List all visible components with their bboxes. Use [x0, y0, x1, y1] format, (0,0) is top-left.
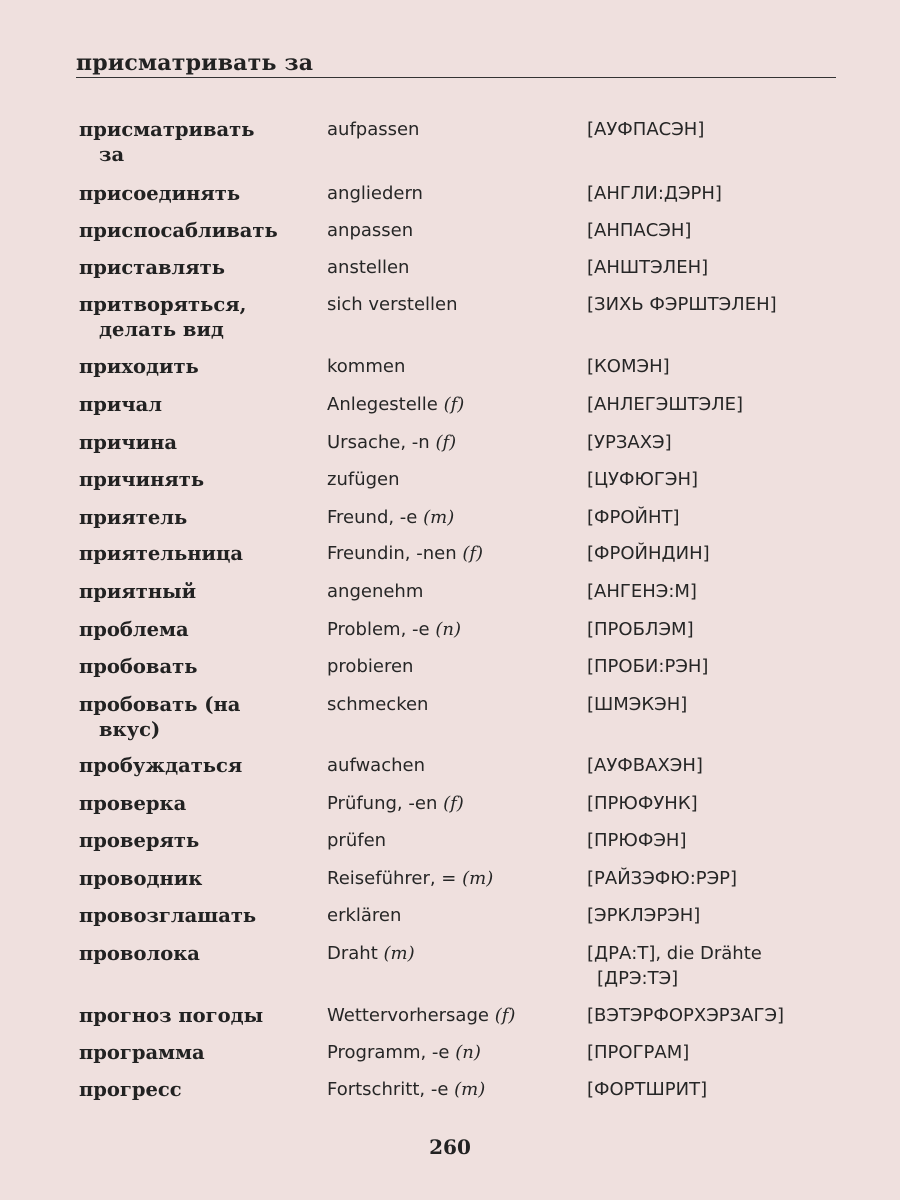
entry-german	[327, 866, 582, 891]
entry-transcription-line: [ВЭТЭРФОРХЭРЗАГЭ]	[587, 1005, 785, 1026]
entry-russian	[79, 1040, 314, 1065]
entry-transcription-line: [ЦУФЮГЭН]	[587, 469, 698, 490]
entry-russian-line: причинять	[79, 468, 205, 491]
entry-russian	[79, 617, 314, 642]
entry-transcription-line: [АНГЛИ:ДЭРН]	[587, 183, 722, 204]
entry-german-word: Draht	[327, 943, 378, 964]
entry-transcription	[587, 753, 847, 778]
entry-german-word: zufügen	[327, 469, 400, 490]
entry-transcription	[587, 1003, 847, 1028]
entry-russian	[79, 654, 314, 679]
entry-transcription-line: [ДРА:Т], die Drähte	[587, 943, 762, 964]
entry-german-word: Prüfung, -en	[327, 793, 438, 814]
entry-russian-line: проблема	[79, 618, 189, 641]
entry-transcription	[587, 467, 847, 492]
entry-russian-line: пробуждаться	[79, 754, 243, 777]
entry-russian	[79, 903, 314, 928]
entry-transcription	[587, 430, 847, 455]
entry-german	[327, 430, 582, 455]
entry-gender: (n)	[435, 619, 461, 640]
entry-german-word: angenehm	[327, 581, 424, 602]
entry-german-word: Fortschritt, -e	[327, 1079, 449, 1100]
entry-german-word: schmecken	[327, 694, 429, 715]
entry-german	[327, 354, 582, 379]
entry-german-word: Reiseführer, =	[327, 868, 457, 889]
entry-russian-line: проверять	[79, 829, 200, 852]
entry-russian-line: приходить	[79, 355, 199, 378]
entry-gender: (m)	[423, 507, 455, 528]
entry-gender: (f)	[443, 793, 464, 814]
entry-transcription	[587, 505, 847, 530]
entry-transcription-line: [АНШТЭЛЕН]	[587, 257, 709, 278]
entry-gender: (f)	[462, 543, 484, 564]
entry-transcription	[587, 866, 847, 891]
entry-german-word: Freundin, -nen	[327, 543, 457, 564]
entry-russian-line: прогноз погоды	[79, 1004, 264, 1027]
entry-russian	[79, 541, 314, 566]
entry-transcription	[587, 828, 847, 853]
entry-transcription-line: [ФОРТШРИТ]	[587, 1079, 708, 1100]
entry-transcription-line: [ПРЮФЭН]	[587, 830, 687, 851]
entry-transcription	[587, 218, 847, 243]
entry-transcription	[587, 692, 847, 717]
entry-transcription-line: [ЭРКЛЭРЭН]	[587, 905, 701, 926]
entry-transcription	[587, 1040, 847, 1065]
entry-russian	[79, 117, 314, 167]
entry-transcription-continuation: [ДРЭ:ТЭ]	[597, 968, 679, 989]
entry-transcription-line: [КОМЭН]	[587, 356, 670, 377]
entry-german-word: Freund, -e	[327, 507, 418, 528]
entry-russian-line: программа	[79, 1041, 205, 1064]
entry-russian	[79, 505, 314, 530]
entry-russian	[79, 791, 314, 816]
entry-russian	[79, 1077, 314, 1102]
entry-transcription-line: [ЗИХЬ ФЭРШТЭЛЕН]	[587, 294, 777, 315]
entry-transcription	[587, 791, 847, 816]
entry-german	[327, 392, 582, 417]
entry-german	[327, 617, 582, 642]
entry-transcription	[587, 941, 847, 991]
entry-transcription-line: [ШМЭКЭН]	[587, 694, 688, 715]
entry-russian	[79, 354, 314, 379]
entry-russian-line: приятный	[79, 580, 197, 603]
entry-russian-line: приятель	[79, 506, 188, 529]
entry-russian-line: присоединять	[79, 182, 241, 205]
entry-german	[327, 692, 582, 717]
entry-russian-line: причал	[79, 393, 163, 416]
page-number: 260	[429, 1135, 471, 1159]
entry-transcription	[587, 354, 847, 379]
entry-german	[327, 255, 582, 280]
entry-german	[327, 218, 582, 243]
entry-russian-line: присматривать	[79, 118, 255, 141]
entry-russian-continuation: вкус)	[99, 718, 161, 741]
entry-transcription	[587, 541, 847, 566]
entry-russian-continuation: за	[99, 143, 125, 166]
entry-russian-line: проводник	[79, 867, 203, 890]
entry-german-word: probieren	[327, 656, 414, 677]
entry-russian	[79, 430, 314, 455]
entry-german	[327, 903, 582, 928]
header-rule	[76, 77, 836, 78]
entry-russian-line: проверка	[79, 792, 187, 815]
entry-german	[327, 541, 582, 566]
entry-russian-line: приятельница	[79, 542, 244, 565]
entry-german	[327, 1003, 582, 1028]
entry-transcription	[587, 1077, 847, 1102]
entry-gender: (m)	[454, 1079, 486, 1100]
entry-transcription	[587, 903, 847, 928]
entry-gender: (f)	[435, 432, 457, 453]
entry-russian	[79, 753, 314, 778]
entry-german	[327, 181, 582, 206]
entry-transcription-line: [УРЗАХЭ]	[587, 432, 672, 453]
entry-german	[327, 941, 582, 966]
entry-russian-line: приспосабливать	[79, 219, 278, 242]
entry-russian	[79, 467, 314, 492]
entry-russian-line: прогресс	[79, 1078, 182, 1101]
entry-german	[327, 828, 582, 853]
entry-gender: (n)	[455, 1042, 481, 1063]
entry-russian	[79, 392, 314, 417]
entry-german	[327, 292, 582, 317]
entry-german-word: Programm, -e	[327, 1042, 450, 1063]
entry-transcription	[587, 392, 847, 417]
entry-transcription-line: [ПРЮФУНК]	[587, 793, 698, 814]
entry-transcription	[587, 292, 847, 317]
entry-german-word: kommen	[327, 356, 406, 377]
entry-german-word: Wettervorhersage	[327, 1005, 489, 1026]
entry-german	[327, 1077, 582, 1102]
entry-russian-line: причина	[79, 431, 178, 454]
entry-german-word: Problem, -e	[327, 619, 430, 640]
entry-german-word: aufwachen	[327, 755, 425, 776]
entry-transcription-line: [АНПАСЭН]	[587, 220, 692, 241]
entry-german-word: Ursache, -n	[327, 432, 430, 453]
entry-russian-line: проволока	[79, 942, 200, 965]
entry-german-word: erklären	[327, 905, 402, 926]
entry-russian	[79, 218, 314, 243]
entry-russian	[79, 181, 314, 206]
entry-transcription-line: [АНЛЕГЭШТЭЛЕ]	[587, 394, 744, 415]
entry-russian	[79, 292, 314, 342]
entry-transcription	[587, 255, 847, 280]
entry-german	[327, 654, 582, 679]
entry-german-word: aufpassen	[327, 119, 420, 140]
entry-russian	[79, 692, 314, 742]
entry-german-word: anpassen	[327, 220, 414, 241]
entry-transcription	[587, 117, 847, 142]
entry-russian	[79, 941, 314, 966]
entry-gender: (m)	[462, 868, 494, 889]
entry-transcription-line: [ФРОЙНТ]	[587, 507, 680, 528]
entry-russian-line: провозглашать	[79, 904, 257, 927]
entry-transcription-line: [ПРОБИ:РЭН]	[587, 656, 709, 677]
entry-gender: (f)	[443, 394, 465, 415]
entry-russian	[79, 579, 314, 604]
entry-german-word: sich verstellen	[327, 294, 458, 315]
entry-german-word: anstellen	[327, 257, 410, 278]
entry-transcription-line: [АНГЕНЭ:М]	[587, 581, 697, 602]
entry-russian-line: пробовать	[79, 655, 198, 678]
entry-transcription-line: [АУФВАХЭН]	[587, 755, 703, 776]
entry-german	[327, 579, 582, 604]
entry-german	[327, 791, 582, 816]
entry-russian	[79, 255, 314, 280]
entry-russian-line: пробовать (на	[79, 693, 241, 716]
entry-russian	[79, 1003, 314, 1028]
entry-gender: (m)	[383, 943, 415, 964]
entry-russian	[79, 828, 314, 853]
entry-german	[327, 1040, 582, 1065]
entry-german	[327, 467, 582, 492]
entry-russian-line: приставлять	[79, 256, 225, 279]
entry-transcription	[587, 579, 847, 604]
entry-russian-line: притворяться,	[79, 293, 247, 316]
entry-russian-continuation: делать вид	[99, 318, 224, 341]
entry-transcription	[587, 181, 847, 206]
entry-transcription-line: [АУФПАСЭН]	[587, 119, 705, 140]
entry-transcription	[587, 617, 847, 642]
entry-gender: (f)	[494, 1005, 516, 1026]
entry-transcription-line: [ПРОБЛЭМ]	[587, 619, 694, 640]
entry-transcription	[587, 654, 847, 679]
entry-german-word: Anlegestelle	[327, 394, 438, 415]
entry-german-word: prüfen	[327, 830, 387, 851]
entry-german	[327, 753, 582, 778]
entry-transcription-line: [ФРОЙНДИН]	[587, 543, 710, 564]
entry-german	[327, 117, 582, 142]
running-head: присматривать за	[76, 50, 314, 76]
entry-transcription-line: [ПРОГРАМ]	[587, 1042, 690, 1063]
entry-german-word: angliedern	[327, 183, 423, 204]
entry-russian	[79, 866, 314, 891]
entry-transcription-line: [РАЙЗЭФЮ:РЭР]	[587, 868, 738, 889]
entry-german	[327, 505, 582, 530]
